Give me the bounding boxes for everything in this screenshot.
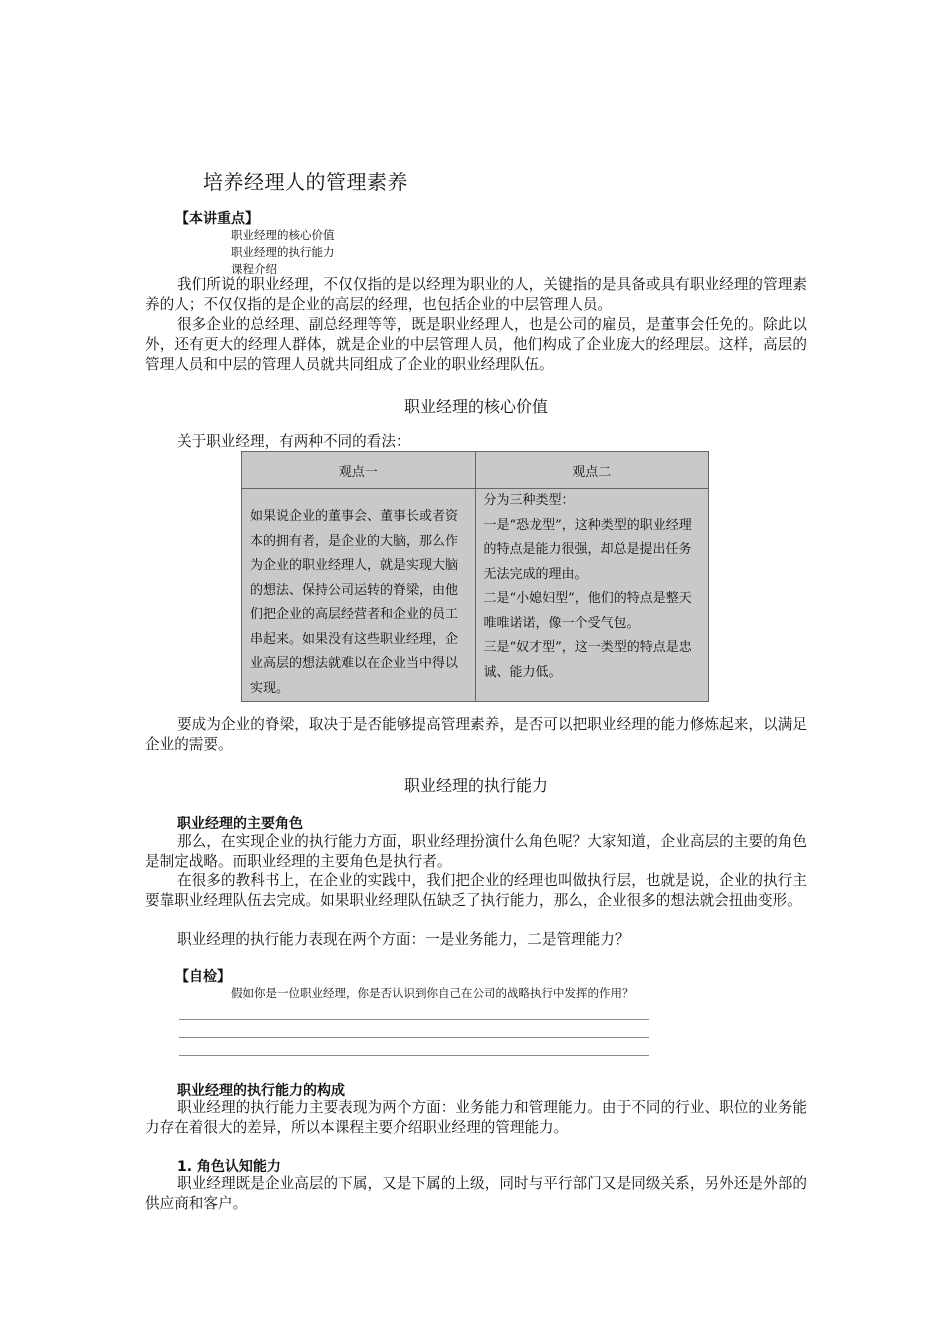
intro-paragraph: 我们所说的职业经理，不仅仅指的是以经理为职业的人，关键指的是具备或具有职业经理的管理素养的人；不仅仅指的是企业的高层的经理，也包括企业的中层管理人员。 [145,276,807,313]
subsection-title-role-cognition: 1. 角色认知能力 [177,1159,281,1175]
views-table [241,451,709,702]
view-type-line: 三是“奴才型”，这一类型的特点是忠诚、能力低。 [483,640,692,680]
views-table-cell-left: 如果说企业的董事会、董事长或者资本的拥有者，是企业的大脑，那么作为企业的职业经理人，就是实现大脑的想法、保持公司运转的脊梁，由他们把企业的高层经营者和企业的员工串起来。如果没有这些职业经理，企业高层的想法就难以在企业当中得以实现。 [242,489,476,702]
subsection-title-composition: 职业经理的执行能力的构成 [177,1083,345,1099]
keypoints-heading: 【本讲重点】 [175,211,259,227]
selfcheck-question: 假如你是一位职业经理，你是否认识到你自己在公司的战略执行中发挥的作用？ [231,986,634,1000]
section1-conclusion: 要成为企业的脊梁，取决于是否能够提高管理素养，是否可以把职业经理的能力修炼起来，以满足企业的需要。 [145,716,807,753]
page-title: 培养经理人的管理素养 [203,170,408,194]
keypoint-item: 课程介绍 [231,262,277,276]
keypoints-list [231,227,335,278]
views-table-header-right: 观点二 [475,452,709,489]
views-table-header-left: 观点一 [242,452,476,489]
role-cognition-paragraph: 职业经理既是企业高层的下属，又是下属的上级，同时与平行部门又是同级关系，另外还是外部的供应商和客户。 [145,1175,807,1212]
section-title-core-value: 职业经理的核心价值 [403,397,548,416]
main-role-paragraph: 那么，在实现企业的执行能力方面，职业经理扮演什么角色呢？大家知道，企业高层的主要的角色是制定战略。而职业经理的主要角色是执行者。 [145,833,807,870]
views-lead-text: 关于职业经理，有两种不同的看法： [177,433,411,450]
selfcheck-heading: 【自检】 [175,969,231,985]
composition-paragraph: 职业经理的执行能力主要表现为两个方面：业务能力和管理能力。由于不同的行业、职位的业务能力存在着很大的差异，所以本课程主要介绍职业经理的管理能力。 [145,1099,807,1136]
views-table-cell-right [475,489,709,702]
view-type-line: 分为三种类型： [483,493,575,508]
view-type-line: 二是“小媳妇型”，他们的特点是整天唯唯诺诺，像一个受气包。 [483,591,692,631]
answer-line[interactable] [179,1019,649,1020]
keypoint-item: 职业经理的核心价值 [231,228,335,242]
answer-line[interactable] [179,1055,649,1056]
intro-paragraph: 很多企业的总经理、副总经理等等，既是职业经理人，也是公司的雇员，是董事会任免的。除此以外，还有更大的经理人群体，就是企业的中层管理人员，他们构成了企业庞大的经理层。这样，高层的管理人员和中层的管理人员就共同组成了企业的职业经理队伍。 [145,316,807,373]
main-role-paragraph: 在很多的教科书上，在企业的实践中，我们把企业的经理也叫做执行层，也就是说，企业的执行主要靠职业经理队伍去完成。如果职业经理队伍缺乏了执行能力，那么，企业很多的想法就会扭曲变形。 [145,872,807,909]
main-role-paragraph: 职业经理的执行能力表现在两个方面：一是业务能力，二是管理能力？ [177,931,630,948]
view-type-line: 一是“恐龙型”，这种类型的职业经理的特点是能力很强，却总是提出任务无法完成的理由。 [483,517,692,582]
keypoint-item: 职业经理的执行能力 [231,245,335,259]
answer-line[interactable] [179,1037,649,1038]
subsection-title-main-role: 职业经理的主要角色 [177,816,303,832]
section-title-execution: 职业经理的执行能力 [403,776,548,795]
